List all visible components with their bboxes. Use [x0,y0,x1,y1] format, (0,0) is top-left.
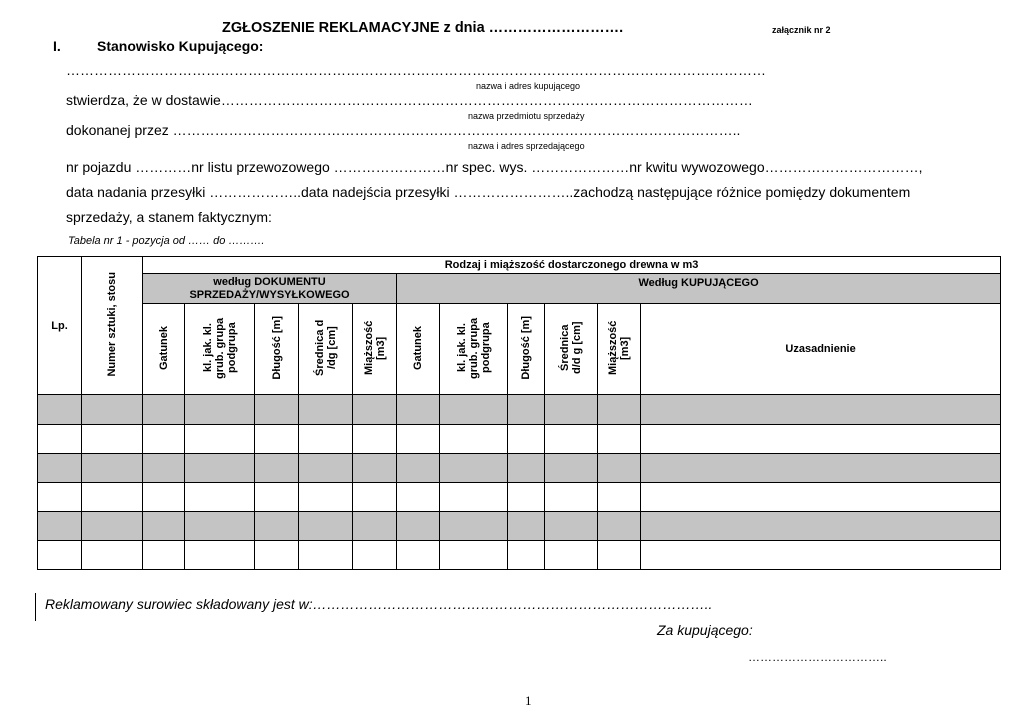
cell[interactable] [641,511,1001,540]
cell[interactable] [299,511,353,540]
seller-volume-label: Miąższość [m3] [362,320,387,375]
cell[interactable] [508,395,545,424]
cell[interactable] [440,511,508,540]
cell[interactable] [598,395,641,424]
cell[interactable] [299,453,353,482]
table-row [38,540,1001,569]
delivery-hint: nazwa przedmiotu sprzedaży [468,111,585,121]
cell[interactable] [185,453,255,482]
cell[interactable] [545,395,598,424]
cell[interactable] [82,482,143,511]
cell[interactable] [143,482,185,511]
cell[interactable] [598,482,641,511]
cell[interactable] [82,424,143,453]
cell[interactable] [353,511,397,540]
cell[interactable] [185,482,255,511]
cell[interactable] [38,511,82,540]
cell[interactable] [641,453,1001,482]
cell[interactable] [440,395,508,424]
section-number: I. [53,38,61,54]
cell[interactable] [440,424,508,453]
page-number: 1 [525,693,532,708]
table-row [38,482,1001,511]
seller-diameter-header [299,304,353,395]
table-caption: Tabela nr 1 - pozycja od …… do ………. [68,235,265,247]
cell[interactable] [508,424,545,453]
complaint-table [37,256,1001,570]
buyer-signature-label: Za kupującego: [657,622,753,638]
cell[interactable] [397,540,440,569]
cell[interactable] [508,482,545,511]
cell[interactable] [397,395,440,424]
annex-label: załącznik nr 2 [772,25,831,35]
lp-header: Lp. [38,257,82,395]
cell[interactable] [299,395,353,424]
delivery-line: stwierdza, że w dostawie…………………………………………………………………………………………………… [66,92,753,108]
section-title: Stanowisko Kupującego: [97,38,264,54]
cell[interactable] [641,540,1001,569]
cell[interactable] [255,511,299,540]
signature-line: …………………………….. [748,650,887,664]
cell[interactable] [598,511,641,540]
cell[interactable] [353,453,397,482]
cell[interactable] [255,424,299,453]
buyer-length-label: Długość [m] [520,316,532,380]
cell[interactable] [82,511,143,540]
cell[interactable] [353,540,397,569]
buyer-header: Według KUPUJĄCEGO [397,274,1001,304]
cell[interactable] [143,395,185,424]
cell[interactable] [299,482,353,511]
seller-length-header [255,304,299,395]
seller-class-label: kl. jak. kl. grub. grupa podgrupa [201,317,238,379]
cell[interactable] [440,482,508,511]
buyer-species-header [397,304,440,395]
cell[interactable] [185,424,255,453]
table-row [38,453,1001,482]
cell[interactable] [508,453,545,482]
cell[interactable] [397,482,440,511]
cell[interactable] [82,395,143,424]
seller-species-label: Gatunek [157,325,170,370]
cell[interactable] [255,482,299,511]
seller-hint: nazwa i adres sprzedającego [468,141,585,151]
cell[interactable] [255,540,299,569]
seller-species-header [143,304,185,395]
document-title: ZGŁOSZENIE REKLAMACYJNE z dnia ………………………. [222,20,624,36]
cell[interactable] [440,540,508,569]
table-row [38,424,1001,453]
cell[interactable] [255,453,299,482]
buyer-volume-label: Miąższość [m3] [607,320,631,375]
cell[interactable] [255,395,299,424]
buyer-diameter-header [545,304,598,395]
reason-header: Uzasadnienie [641,304,1001,395]
seller-header: według DOKUMENTU SPRZEDAŻY/WYSYŁKOWEGO [143,274,397,304]
cell[interactable] [397,424,440,453]
cell[interactable] [641,424,1001,453]
cell[interactable] [143,540,185,569]
buyer-class-label: kl. jak. kl. grub. grupa podgrupa [455,317,492,379]
cell[interactable] [641,395,1001,424]
cell[interactable] [38,395,82,424]
cell[interactable] [82,540,143,569]
cell[interactable] [545,482,598,511]
buyer-volume-header [598,304,641,395]
cell[interactable] [38,482,82,511]
cell[interactable] [598,424,641,453]
seller-diameter-label: Średnica d /dg [cm] [313,319,338,376]
cell[interactable] [641,482,1001,511]
cell[interactable] [143,453,185,482]
buyer-species-label: Gatunek [412,325,424,370]
cell[interactable] [598,453,641,482]
cell[interactable] [598,540,641,569]
cell[interactable] [82,453,143,482]
cell[interactable] [508,511,545,540]
cell[interactable] [353,482,397,511]
vehicle-documents-line: nr pojazdu …………nr listu przewozowego ……………………nr spec. wys. …………………nr kwitu wywozowego……………………………, [66,159,923,175]
cell[interactable] [508,540,545,569]
buyer-length-header [508,304,545,395]
table-row [38,395,1001,424]
cell[interactable] [143,424,185,453]
storage-location-line: Reklamowany surowiec składowany jest w:………………………………………………………………………….. [45,596,713,612]
buyer-name-hint: nazwa i adres kupującego [476,81,581,91]
buyer-name-line: …………………………………………………………………………………………………………………………………… [66,62,766,78]
buyer-class-header [440,304,508,395]
cell[interactable] [545,453,598,482]
group-header: Rodzaj i miąższość dostarczonego drewna w m3 [143,257,1001,274]
cell[interactable] [397,453,440,482]
cell[interactable] [185,395,255,424]
cell[interactable] [143,511,185,540]
number-header [82,257,143,395]
number-header-label: Numer sztuki, stosu [106,271,118,377]
seller-volume-header [353,304,397,395]
actual-state-line: sprzedaży, a stanem faktycznym: [66,209,272,225]
cell[interactable] [299,424,353,453]
margin-bar [35,593,36,621]
cell[interactable] [38,540,82,569]
cell[interactable] [397,511,440,540]
buyer-diameter-label: Średnica d/d g [cm] [559,321,583,375]
cell[interactable] [353,395,397,424]
seller-class-header [185,304,255,395]
shipment-dates-line: data nadania przesyłki ………………..data nadejścia przesyłki ……………………..zachodzą następujące różnice pomiędzy dokumentem [66,184,911,200]
cell[interactable] [545,540,598,569]
seller-length-label: Długość [m] [270,316,283,380]
cell[interactable] [38,424,82,453]
table-row [38,511,1001,540]
seller-line: dokonanej przez ………………………………………………………………………………………………………….. [66,122,741,138]
cell[interactable] [545,511,598,540]
cell[interactable] [299,540,353,569]
cell[interactable] [545,424,598,453]
cell[interactable] [353,424,397,453]
cell[interactable] [185,540,255,569]
cell[interactable] [185,511,255,540]
cell[interactable] [38,453,82,482]
cell[interactable] [440,453,508,482]
